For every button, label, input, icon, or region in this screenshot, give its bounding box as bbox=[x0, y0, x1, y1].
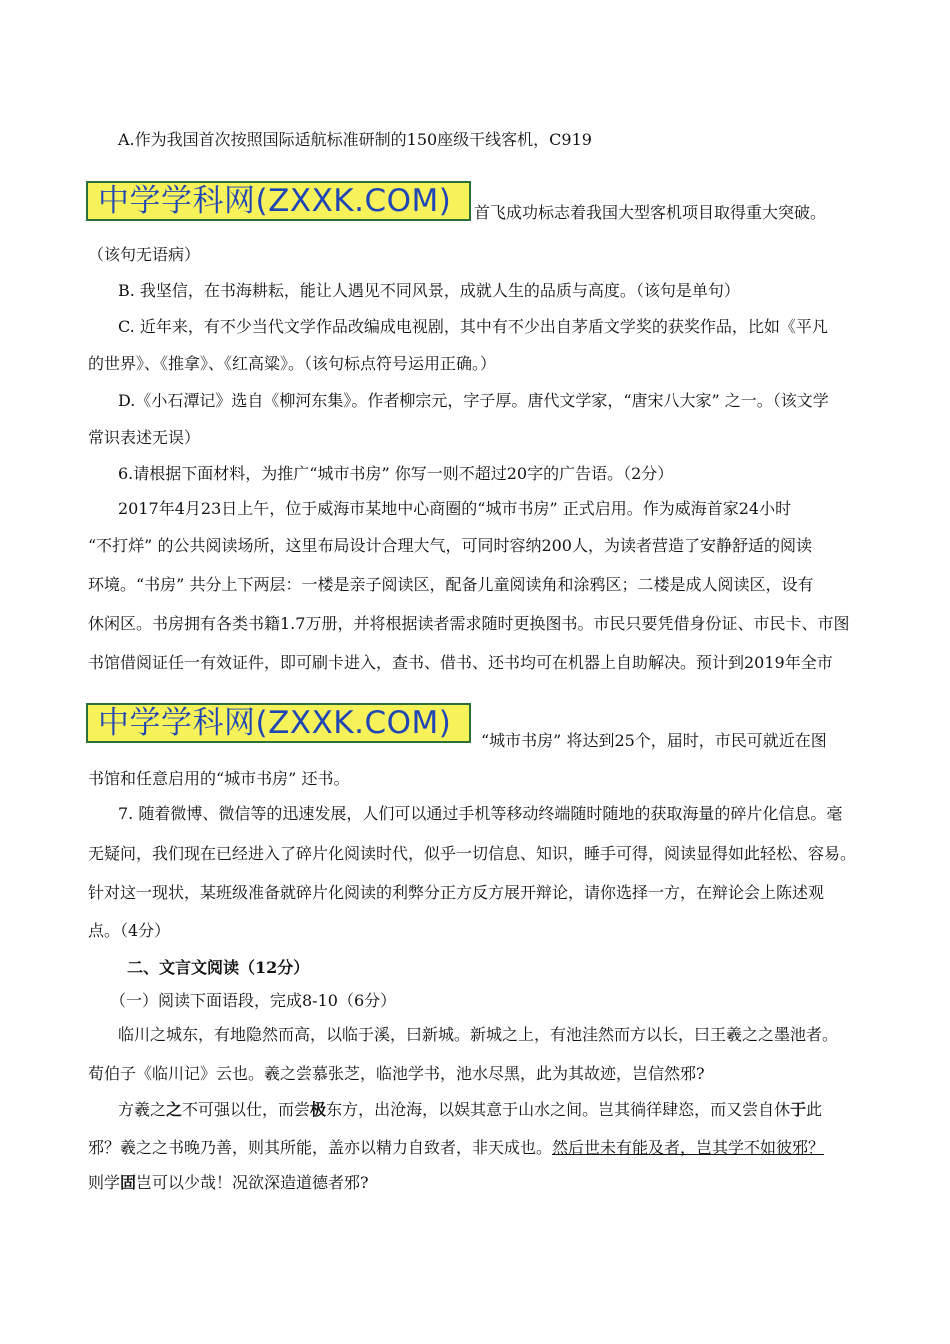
material-line4: 休闲区。书房拥有各类书籍1.7万册，并将根据读者需求随时更换图书。市民只要凭借身份证、市民卡、市图 bbox=[88, 614, 850, 633]
question-7-line4: 点。（4分） bbox=[88, 921, 171, 940]
material-line2: “不打烊” 的公共阅读场所，这里布局设计合理大气，可同时容纳200人，为读者营造了安静舒适的阅读 bbox=[88, 536, 812, 555]
material-line1: 2017年4月23日上午，位于威海市某地中心商圈的“城市书房” 正式启用。作为威海首家24小时 bbox=[118, 499, 792, 518]
classical-text-line1: 临川之城东，有地隐然而高，以临于溪，曰新城。新城之上，有池洼然而方以长，曰王羲之之墨池者。 bbox=[118, 1025, 839, 1044]
text-segment: 此 bbox=[806, 1100, 823, 1119]
question-6: 6.请根据下面材料，为推广“城市书房” 你写一则不超过20字的广告语。（2分） bbox=[118, 464, 674, 483]
bold-char: 之 bbox=[166, 1100, 183, 1119]
text-segment: 东方，出沧海，以娱其意于山水之间。岂其徜徉肆恣，而又尝自休 bbox=[326, 1100, 791, 1119]
text-segment: 岂可以少哉！况欲深造道德者邪? bbox=[136, 1173, 369, 1192]
bold-char: 于 bbox=[790, 1100, 807, 1119]
classical-text-line3 bbox=[118, 1100, 822, 1120]
question-7-line2: 无疑问，我们现在已经进入了碎片化阅读时代，似乎一切信息、知识，睡手可得，阅读显得如此轻松、容易。 bbox=[88, 844, 857, 863]
option-c-line2: 的世界》、《推拿》、《红高粱》。（该句标点符号运用正确。） bbox=[88, 354, 497, 373]
classical-text-line4 bbox=[88, 1138, 824, 1158]
option-c-line1: C. 近年来，有不少当代文学作品改编成电视剧，其中有不少出自茅盾文学奖的获奖作品，比如《平凡 bbox=[118, 317, 828, 336]
option-a-note: （该句无语病） bbox=[88, 245, 201, 264]
text-segment: 方羲之 bbox=[118, 1100, 167, 1119]
subsection-heading: （一）阅读下面语段，完成8-10（6分） bbox=[110, 991, 397, 1010]
material-line5: 书馆借阅证任一有效证件，即可刷卡进入，查书、借书、还书均可在机器上自助解决。预计到2019年全市 bbox=[88, 653, 833, 672]
classical-text-line5 bbox=[88, 1173, 369, 1193]
question-7-line3: 针对这一现状，某班级准备就碎片化阅读的利弊分正方反方展开辩论，请你选择一方，在辩论会上陈述观 bbox=[88, 883, 825, 902]
material-line7: 书馆和任意启用的“城市书房” 还书。 bbox=[88, 769, 350, 788]
option-d-line1: D.《小石潭记》选自《柳河东集》。作者柳宗元，字子厚。唐代文学家，“唐宋八大家” 之一。（该文学 bbox=[118, 391, 829, 410]
option-d-line2: 常识表述无误） bbox=[88, 428, 201, 447]
watermark-logo: 中学学科网(ZXXK.COM) bbox=[86, 703, 471, 743]
text-segment: 不可强以仕，而尝 bbox=[182, 1100, 311, 1119]
bold-char: 极 bbox=[310, 1100, 327, 1119]
section-heading: 二、文言文阅读（12分） bbox=[127, 958, 310, 977]
text-segment: 则学 bbox=[88, 1173, 121, 1192]
option-a-line2: 首飞成功标志着我国大型客机项目取得重大突破。 bbox=[474, 203, 827, 222]
watermark-logo: 中学学科网(ZXXK.COM) bbox=[86, 181, 471, 221]
underlined-sentence: 然后世未有能及者，岂其学不如彼邪？ bbox=[552, 1138, 825, 1157]
classical-text-line2: 荀伯子《临川记》云也。羲之尝慕张芝，临池学书，池水尽黑，此为其故迹，岂信然邪? bbox=[88, 1064, 705, 1083]
text-segment: 邪？羲之之书晚乃善，则其所能，盖亦以精力自致者，非天成也。 bbox=[88, 1138, 553, 1157]
question-7-line1: 7. 随着微博、微信等的迅速发展，人们可以通过手机等移动终端随时随地的获取海量的碎片化信息。毫 bbox=[118, 804, 843, 823]
option-a-line1: A.作为我国首次按照国际适航标准研制的150座级干线客机，C919 bbox=[118, 130, 592, 149]
material-line3: 环境。“书房” 共分上下两层：一楼是亲子阅读区，配备儿童阅读角和涂鸦区；二楼是成人阅读区，设有 bbox=[88, 575, 814, 594]
bold-char: 固 bbox=[120, 1173, 137, 1192]
option-b: B. 我坚信，在书海耕耘，能让人遇见不同风景，成就人生的品质与高度。（该句是单句） bbox=[118, 281, 740, 300]
material-line6: “城市书房” 将达到25个，届时，市民可就近在图 bbox=[481, 731, 827, 750]
